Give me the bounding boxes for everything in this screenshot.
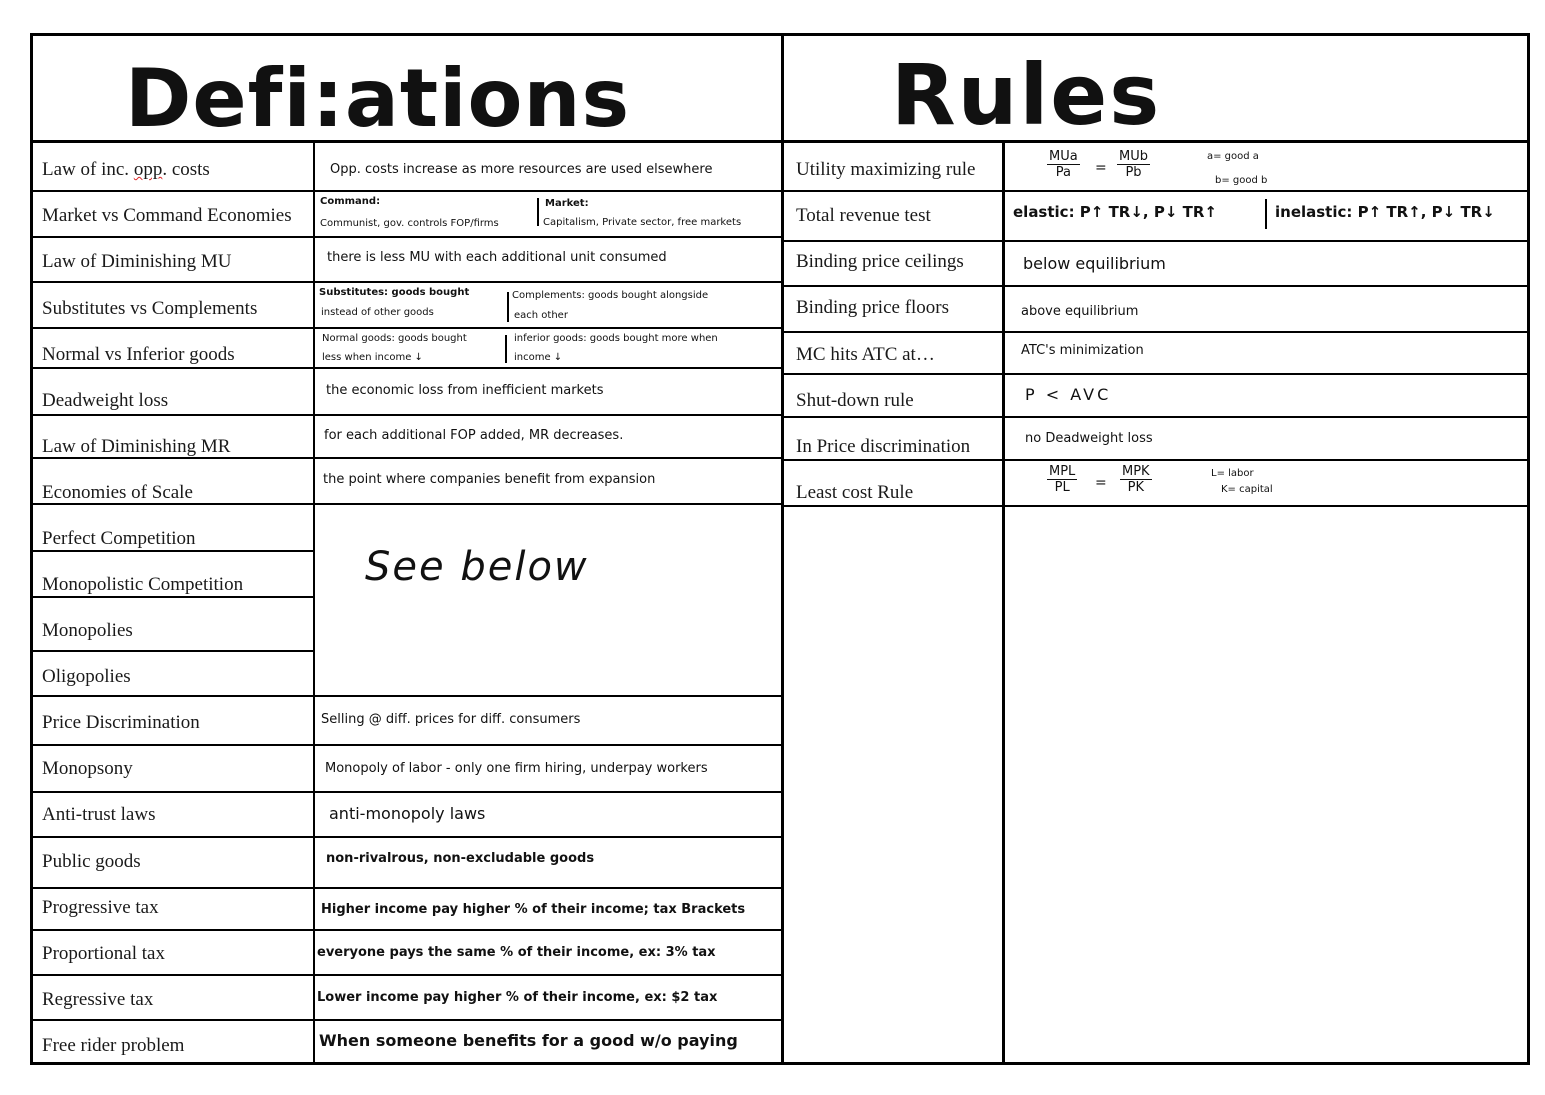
row-divider bbox=[784, 285, 1527, 287]
row-divider bbox=[33, 744, 781, 746]
term-substitutes-complements: Substitutes vs Complements bbox=[42, 298, 258, 319]
term-deadweight-loss: Deadweight loss bbox=[42, 390, 169, 411]
row-divider bbox=[784, 331, 1527, 333]
definition-complements-text: each other bbox=[514, 310, 568, 321]
rule-shut-down: Shut-down rule bbox=[796, 390, 914, 411]
row-divider bbox=[784, 240, 1527, 242]
total-revenue-elastic: elastic: P↑ TR↓, P↓ TR↑ bbox=[1013, 203, 1217, 221]
least-cost-note-capital: K= capital bbox=[1221, 484, 1273, 495]
row-divider bbox=[33, 887, 781, 889]
row-divider bbox=[33, 974, 781, 976]
definition-substitutes-title: Substitutes: goods bought bbox=[319, 287, 470, 298]
rules-column-divider bbox=[1002, 143, 1005, 1065]
row-divider bbox=[784, 505, 1527, 507]
utility-note-a: a= good a bbox=[1207, 151, 1259, 162]
definition-normal-text: less when income ↓ bbox=[322, 352, 423, 363]
fraction-denominator: Pa bbox=[1055, 165, 1071, 180]
row-divider bbox=[784, 190, 1527, 192]
equals-sign: = bbox=[1095, 160, 1107, 176]
row-divider bbox=[784, 459, 1527, 461]
term-monopolistic-competition: Monopolistic Competition bbox=[42, 574, 244, 595]
see-below-note: See below bbox=[365, 544, 589, 590]
row-divider bbox=[33, 836, 781, 838]
definition-law-of-increasing-opportunity-costs: Opp. costs increase as more resources are used elsewhere bbox=[330, 162, 713, 177]
inline-divider bbox=[537, 198, 539, 226]
term-monopolies: Monopolies bbox=[42, 620, 133, 641]
term-text: . costs bbox=[162, 159, 210, 180]
rule-price-discrimination: In Price discrimination bbox=[796, 436, 971, 457]
inline-divider bbox=[505, 335, 507, 363]
row-divider bbox=[33, 236, 781, 238]
inline-divider bbox=[507, 292, 509, 322]
term-progressive-tax: Progressive tax bbox=[42, 897, 159, 918]
row-divider bbox=[33, 327, 781, 329]
fraction-denominator: Pb bbox=[1125, 165, 1142, 180]
definition-inferior-title: inferior goods: goods bought more when bbox=[514, 333, 718, 344]
inline-divider bbox=[1265, 199, 1267, 229]
definitions-title: Defi:ations bbox=[125, 52, 631, 145]
definition-market-title: Market: bbox=[545, 198, 589, 209]
fraction-denominator: PL bbox=[1054, 480, 1070, 495]
rule-price-discrimination-answer: no Deadweight loss bbox=[1025, 431, 1153, 446]
definition-diminishing-mr: for each additional FOP added, MR decreases. bbox=[324, 428, 624, 443]
least-cost-note-labor: L= labor bbox=[1211, 468, 1254, 479]
term-text: Law of inc. bbox=[42, 159, 134, 180]
row-divider bbox=[33, 414, 781, 416]
least-cost-fraction-capital bbox=[1120, 464, 1152, 495]
term-oligopolies: Oligopolies bbox=[42, 666, 131, 687]
rule-mc-hits-atc: MC hits ATC at… bbox=[796, 344, 935, 365]
term-diminishing-mr: Law of Diminishing MR bbox=[42, 436, 231, 457]
definition-public-goods: non-rivalrous, non-excludable goods bbox=[326, 851, 595, 866]
term-free-rider: Free rider problem bbox=[42, 1035, 185, 1056]
row-divider bbox=[33, 190, 781, 192]
definition-complements-title: Complements: goods bought alongside bbox=[512, 290, 709, 301]
term-regressive-tax: Regressive tax bbox=[42, 989, 154, 1010]
definition-price-discrimination: Selling @ diff. prices for diff. consumers bbox=[321, 712, 581, 727]
utility-note-b: b= good b bbox=[1215, 175, 1268, 186]
term-proportional-tax: Proportional tax bbox=[42, 943, 165, 964]
definition-diminishing-mu: there is less MU with each additional unit consumed bbox=[327, 250, 667, 265]
rule-mc-atc-answer: ATC's minimization bbox=[1021, 343, 1144, 358]
row-divider bbox=[784, 416, 1527, 418]
row-divider bbox=[33, 281, 781, 283]
definition-monopsony: Monopoly of labor - only one firm hiring, underpay workers bbox=[325, 761, 708, 776]
definition-proportional-tax: everyone pays the same % of their income, ex: 3% tax bbox=[317, 945, 716, 960]
definition-inferior-text: income ↓ bbox=[514, 352, 563, 363]
definition-progressive-tax: Higher income pay higher % of their income; tax Brackets bbox=[321, 902, 746, 917]
rule-binding-price-ceilings: Binding price ceilings bbox=[796, 251, 964, 272]
row-divider bbox=[33, 550, 315, 552]
row-divider bbox=[33, 791, 781, 793]
term-economies-of-scale: Economies of Scale bbox=[42, 482, 193, 503]
term-public-goods: Public goods bbox=[42, 851, 141, 872]
row-divider bbox=[33, 695, 781, 697]
definition-market-text: Capitalism, Private sector, free markets bbox=[543, 217, 742, 228]
least-cost-fraction-labor bbox=[1047, 464, 1077, 495]
utility-fraction-b bbox=[1117, 149, 1150, 180]
fraction-denominator: PK bbox=[1127, 480, 1144, 495]
notes-sheet bbox=[30, 33, 1530, 1065]
term-normal-inferior: Normal vs Inferior goods bbox=[42, 344, 235, 365]
definition-regressive-tax: Lower income pay higher % of their income, ex: $2 tax bbox=[317, 990, 718, 1005]
rule-total-revenue-test: Total revenue test bbox=[796, 205, 931, 226]
row-divider bbox=[33, 929, 781, 931]
definition-normal-title: Normal goods: goods bought bbox=[322, 333, 467, 344]
definition-economies-of-scale: the point where companies benefit from expansion bbox=[323, 472, 656, 487]
utility-fraction-a bbox=[1047, 149, 1080, 180]
rule-floor-answer: above equilibrium bbox=[1021, 304, 1139, 319]
rule-utility-maximizing: Utility maximizing rule bbox=[796, 159, 976, 180]
definition-deadweight-loss: the economic loss from inefficient markets bbox=[326, 383, 604, 398]
term-monopsony: Monopsony bbox=[42, 758, 133, 779]
definition-command-title: Command: bbox=[320, 196, 381, 207]
row-divider bbox=[784, 373, 1527, 375]
rule-binding-price-floors: Binding price floors bbox=[796, 297, 950, 318]
rule-least-cost: Least cost Rule bbox=[796, 482, 914, 503]
fraction-numerator: MPL bbox=[1049, 464, 1076, 479]
rule-ceiling-answer: below equilibrium bbox=[1023, 254, 1166, 273]
term-diminishing-mu: Law of Diminishing MU bbox=[42, 251, 232, 272]
row-divider bbox=[33, 367, 781, 369]
term-market-vs-command: Market vs Command Economies bbox=[42, 205, 292, 226]
term-law-of-increasing-opportunity-costs bbox=[42, 159, 210, 181]
fraction-numerator: MPK bbox=[1122, 464, 1150, 479]
definition-free-rider: When someone benefits for a good w/o paying bbox=[319, 1031, 738, 1050]
row-divider bbox=[33, 596, 315, 598]
term-perfect-competition: Perfect Competition bbox=[42, 528, 196, 549]
term-text-misspelled: opp bbox=[133, 159, 163, 180]
term-price-discrimination: Price Discrimination bbox=[42, 712, 200, 733]
definition-anti-trust-laws: anti-monopoly laws bbox=[329, 804, 486, 823]
row-divider bbox=[33, 1019, 781, 1021]
total-revenue-inelastic: inelastic: P↑ TR↑, P↓ TR↓ bbox=[1275, 203, 1495, 221]
definition-substitutes-text: instead of other goods bbox=[321, 307, 434, 318]
fraction-numerator: MUa bbox=[1049, 149, 1078, 164]
equals-sign: = bbox=[1095, 475, 1107, 491]
fraction-numerator: MUb bbox=[1119, 149, 1148, 164]
row-divider bbox=[33, 650, 315, 652]
rules-title: Rules bbox=[891, 46, 1162, 144]
term-anti-trust-laws: Anti-trust laws bbox=[42, 804, 156, 825]
definition-command-text: Communist, gov. controls FOP/firms bbox=[320, 218, 499, 229]
rule-shutdown-answer: P < AVC bbox=[1025, 385, 1112, 404]
